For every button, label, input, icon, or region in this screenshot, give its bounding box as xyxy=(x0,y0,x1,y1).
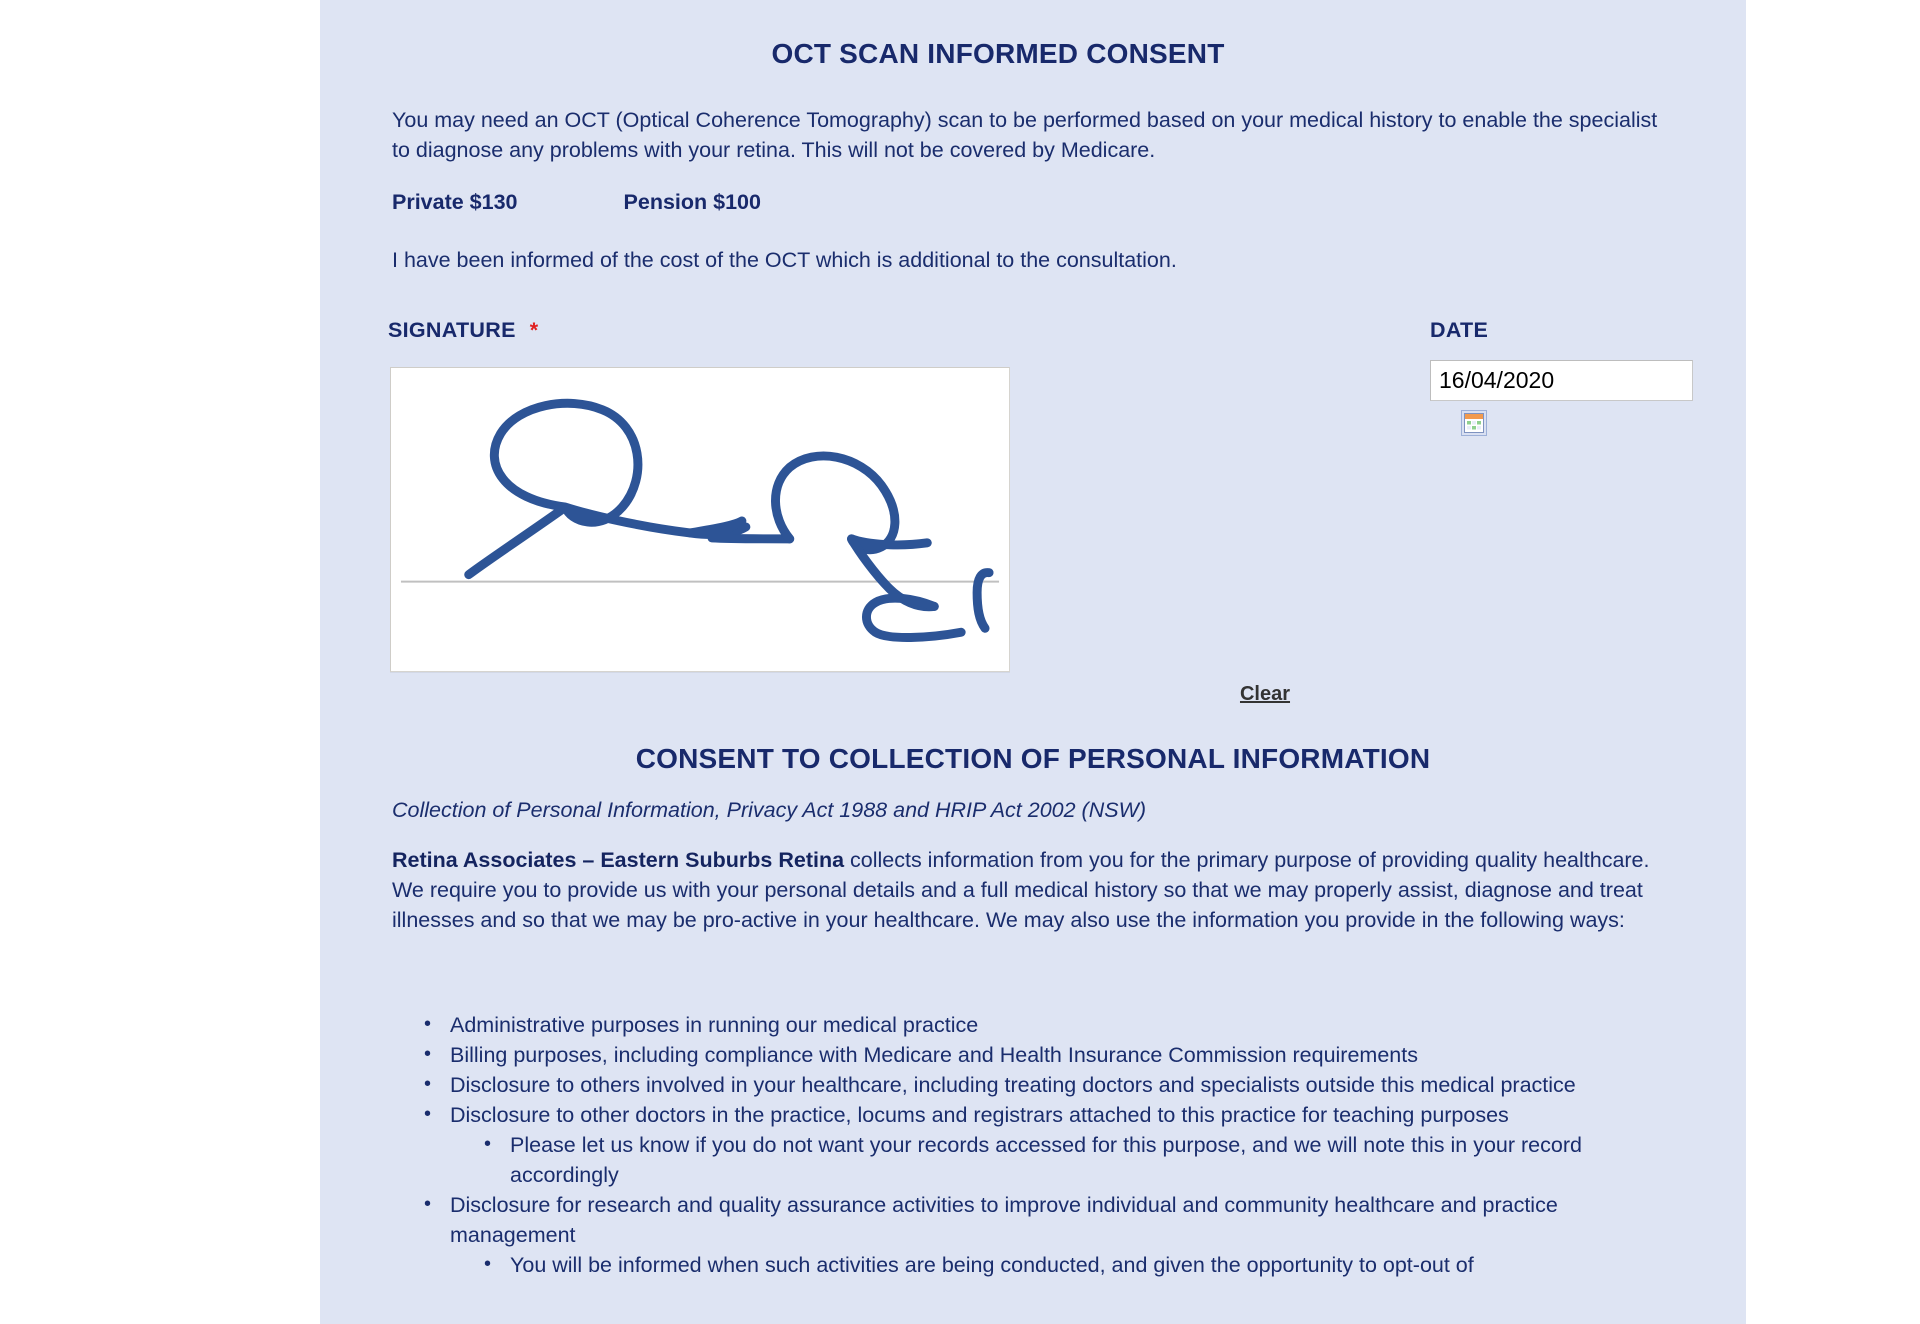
clear-signature-link[interactable]: Clear xyxy=(1239,683,1291,705)
signature-canvas[interactable] xyxy=(390,367,1010,672)
signature-label-text: SIGNATURE xyxy=(388,318,516,342)
oct-intro-paragraph: You may need an OCT (Optical Coherence Tomography) scan to be performed based on your medical history to enable the specialist to diagnose any problems with your retina. This will not be covered by Medicare. xyxy=(392,108,1658,162)
list-item: • Administrative purposes in running our medical practice xyxy=(450,1010,1682,1040)
practice-name: Retina Associates – Eastern Suburbs Retina xyxy=(392,848,845,872)
date-input[interactable] xyxy=(1430,360,1693,401)
list-item-text: Disclosure to other doctors in the practice, locums and registrars attached to this practice for teaching purposes xyxy=(450,1103,1509,1127)
legislation-line: Collection of Personal Information, Privacy Act 1988 and HRIP Act 2002 (NSW) xyxy=(392,798,1147,822)
consent-form-panel xyxy=(320,0,1746,1324)
oct-acknowledgement-paragraph: I have been informed of the cost of the OCT which is additional to the consultation. xyxy=(392,248,1177,272)
list-item: • Please let us know if you do not want your records accessed for this purpose, and we will note this in your record accordingly xyxy=(510,1130,1682,1190)
list-item: • Billing purposes, including compliance with Medicare and Health Insurance Commission requirements xyxy=(450,1040,1682,1070)
research-sub-list xyxy=(450,1250,1682,1280)
list-item: • You will be informed when such activities are being conducted, and given the opportunity to opt-out of xyxy=(510,1250,1682,1280)
privacy-uses-list xyxy=(392,1010,1682,1280)
price-row xyxy=(392,190,761,215)
teaching-sub-list xyxy=(450,1130,1682,1190)
price-private: Private $130 xyxy=(392,190,518,214)
list-item-text: Disclosure for research and quality assurance activities to improve individual and community healthcare and practice management xyxy=(450,1193,1558,1247)
signature-label xyxy=(388,318,538,343)
list-item xyxy=(450,1190,1682,1280)
list-item: • Disclosure to others involved in your healthcare, including treating doctors and specialists outside this medical practice xyxy=(450,1070,1682,1100)
signature-ink xyxy=(391,368,1009,671)
privacy-intro-rest: collects information from you for the primary purpose of providing quality healthcare. We require you to provide us with your personal details and a full medical history so that we may properly assist, diagnose and treat illnesses and so that we may be pro-active in your healthcare. We may also use the information you provide in the following ways: xyxy=(392,848,1650,932)
required-asterisk: * xyxy=(529,318,539,342)
page-title: OCT SCAN INFORMED CONSENT xyxy=(771,38,1225,69)
list-item xyxy=(450,1100,1682,1190)
calendar-icon[interactable] xyxy=(1461,410,1487,436)
price-pension: Pension $100 xyxy=(623,190,761,214)
date-label: DATE xyxy=(1430,318,1489,342)
privacy-intro-paragraph xyxy=(392,845,1682,935)
privacy-section-title: CONSENT TO COLLECTION OF PERSONAL INFORMATION xyxy=(635,743,1431,774)
